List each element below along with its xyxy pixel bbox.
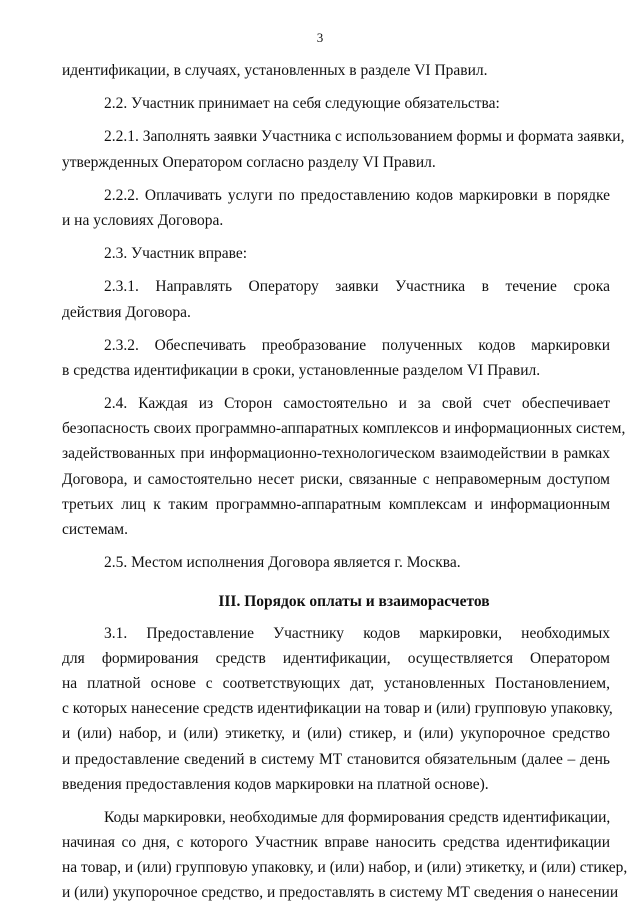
- text-line: начиная со дня, с которого Участник вправе наносить средства идентификации: [62, 834, 610, 852]
- clause-2-3-1: 2.3.1. Направлять Оператору заявки Участника в течение срока: [104, 278, 610, 296]
- text-line: и на условиях Договора.: [62, 211, 224, 229]
- clause-2-3: 2.3. Участник вправе:: [104, 245, 248, 263]
- text-line: и (или) укупорочное средство, и предоставлять в систему МТ сведения о нанесении: [62, 884, 619, 902]
- text-line: и (или) набор, и (или) этикетку, и (или) стикер, и (или) укупорочное средство: [62, 725, 610, 743]
- section-heading: III. Порядок оплаты и взаиморасчетов: [218, 593, 490, 611]
- text-line: Договора, и самостоятельно несет риски, связанные с неправомерным доступом: [62, 470, 610, 488]
- text-line: введения предоставления кодов маркировки на платной основе).: [62, 775, 489, 793]
- clause-2-2: 2.2. Участник принимает на себя следующие обязательства:: [104, 95, 500, 113]
- text-line: третьих лиц к таким программно-аппаратным комплексам и информационным: [62, 495, 610, 513]
- text-line: для формирования средств идентификации, осуществляется Оператором: [62, 649, 610, 667]
- text-line: действия Договора.: [62, 303, 191, 321]
- paragraph-codes: Коды маркировки, необходимые для формирования средств идентификации,: [104, 808, 611, 826]
- text-line: и предоставление сведений в систему МТ становится обязательным (далее – день: [62, 750, 610, 768]
- page-body: [62, 58, 628, 906]
- text-line: утвержденных Оператором согласно разделу VI Правил.: [62, 153, 436, 171]
- clause-2-2-2: 2.2.2. Оплачивать услуги по предоставлению кодов маркировки в порядке: [104, 186, 610, 204]
- text-line: на платной основе с соответствующих дат, установленных Постановлением,: [62, 674, 610, 692]
- clause-2-4: 2.4. Каждая из Сторон самостоятельно и за свой счет обеспечивает: [104, 395, 610, 413]
- clause-2-5: 2.5. Местом исполнения Договора является г. Москва.: [104, 554, 461, 572]
- text-line: на товар, и (или) групповую упаковку, и (или) набор, и (или) этикетку, и (или) стикер,: [62, 859, 628, 877]
- text-line: безопасность своих программно-аппаратных комплексов и информационных систем,: [62, 420, 626, 438]
- clause-2-3-2: 2.3.2. Обеспечивать преобразование полученных кодов маркировки: [104, 336, 610, 354]
- clause-3-1: 3.1. Предоставление Участнику кодов маркировки, необходимых: [104, 624, 610, 642]
- text-line: с которых нанесение средств идентификации на товар и (или) групповую упаковку,: [62, 700, 613, 718]
- clause-2-2-1: 2.2.1. Заполнять заявки Участника с использованием формы и формата заявки,: [104, 128, 625, 146]
- text-line: идентификации, в случаях, установленных в разделе VI Правил.: [62, 62, 488, 79]
- text-line: в средства идентификации в сроки, установленные разделом VI Правил.: [62, 361, 541, 379]
- page-number: 3: [316, 30, 324, 45]
- text-line: системам.: [62, 521, 128, 538]
- text-line: задействованных при информационно-технологическом взаимодействии в рамках: [62, 445, 610, 463]
